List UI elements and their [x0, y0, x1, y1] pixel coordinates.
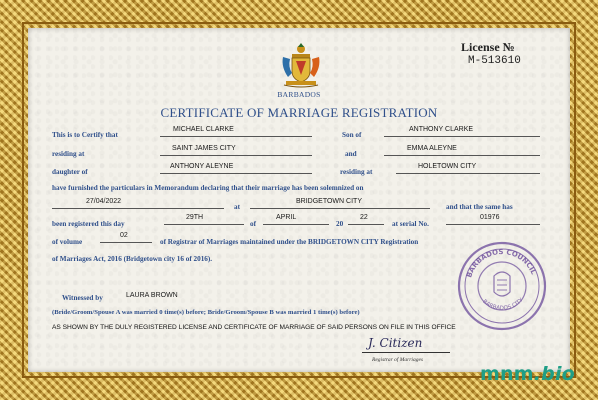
watermark-tld: .bio [533, 363, 575, 385]
registration-year-line [348, 224, 384, 225]
signature-caption: Registrar of Marriages [372, 357, 424, 363]
spouse2-father: ANTHONY ALEYNE [170, 163, 234, 170]
year-prefix: 20 [336, 220, 344, 228]
of-label: of [250, 220, 256, 228]
registration-month-line [263, 224, 329, 225]
volume-number-line [100, 242, 152, 243]
signature-line [362, 352, 450, 353]
watermark-name: mnm [480, 363, 534, 385]
country-name: BARBADOS [277, 90, 321, 99]
memorandum-text: have furnished the particulars in Memorandum declaring that their marriage has been solemnized on [52, 184, 364, 192]
license-number: M-513610 [468, 55, 521, 67]
registration-day-line [164, 224, 244, 225]
spouse2-residence-line [396, 173, 540, 174]
coat-of-arms-icon [278, 43, 324, 89]
son-of-label: Son of [342, 131, 362, 139]
svg-text:BARBADOS CITY [481, 297, 525, 312]
marriage-place: BRIDGETOWN CITY [296, 198, 362, 205]
spouse2-father-line [160, 173, 312, 174]
marriage-place-line [250, 208, 430, 209]
serial-number: 01976 [480, 214, 500, 221]
stamp-top-text: BARBADOS COUNCIL [465, 247, 538, 279]
volume-number: 02 [120, 232, 128, 239]
seal-stamp-icon [456, 240, 548, 332]
residing1-label: residing at [52, 150, 85, 158]
registrar-text: of Registrar of Marriages maintained under the BRIDGETOWN CITY Registration [160, 238, 419, 246]
certificate-title: CERTIFICATE OF MARRIAGE REGISTRATION [160, 105, 438, 120]
spouse1-father-line [384, 136, 540, 137]
witness-label: Witnessed by [62, 294, 103, 302]
registration-month: APRIL [276, 214, 297, 221]
registrar-signature: J. Citizen [368, 336, 423, 350]
residing2-label: residing at [340, 168, 373, 176]
same-has-label: and that the same has [446, 203, 513, 211]
spouse1-father: ANTHONY CLARKE [409, 126, 474, 133]
serial-label: at serial No. [392, 220, 429, 228]
witness-name: LAURA BROWN [126, 292, 178, 299]
at-label: at [234, 203, 240, 211]
shown-text: AS SHOWN BY THE DULY REGISTERED LICENSE AND CERTIFICATE OF MARRIAGE OF SAID PERSONS ON FILE IN THIS OFFICE [52, 324, 456, 331]
marriage-date-line [52, 208, 224, 209]
registration-year: 22 [360, 214, 368, 221]
spouse1-residence-line [160, 155, 312, 156]
spouse1-name: MICHAEL CLARKE [173, 126, 234, 133]
certify-label: This is to Certify that [52, 131, 118, 139]
registration-day: 29TH [186, 214, 204, 221]
prior-marriage-text: (Bride/Groom/Spouse A was married 0 time(s) before; Bride/Groom/Spouse B was married 1 time(s) before) [52, 309, 360, 316]
spouse1-residence: SAINT JAMES CITY [172, 145, 236, 152]
spouse2-name-line [384, 155, 540, 156]
daughter-of-label: daughter of [52, 168, 88, 176]
watermark-logo [480, 363, 575, 385]
volume-label: of volume [52, 238, 83, 246]
and-label: and [345, 150, 357, 158]
stamp-bottom-text: BARBADOS CITY [481, 297, 525, 312]
act-text: of Marriages Act, 2016 (Bridgetown city 16 of 2016). [52, 255, 213, 263]
license-label: License № [461, 40, 515, 54]
spouse1-name-line [160, 136, 312, 137]
serial-number-line [446, 224, 540, 225]
marriage-date: 27/04/2022 [86, 198, 122, 205]
spouse2-name: EMMA ALEYNE [407, 145, 457, 152]
registered-label: been registered this day [52, 220, 125, 228]
spouse2-residence: HOLETOWN CITY [418, 163, 477, 170]
